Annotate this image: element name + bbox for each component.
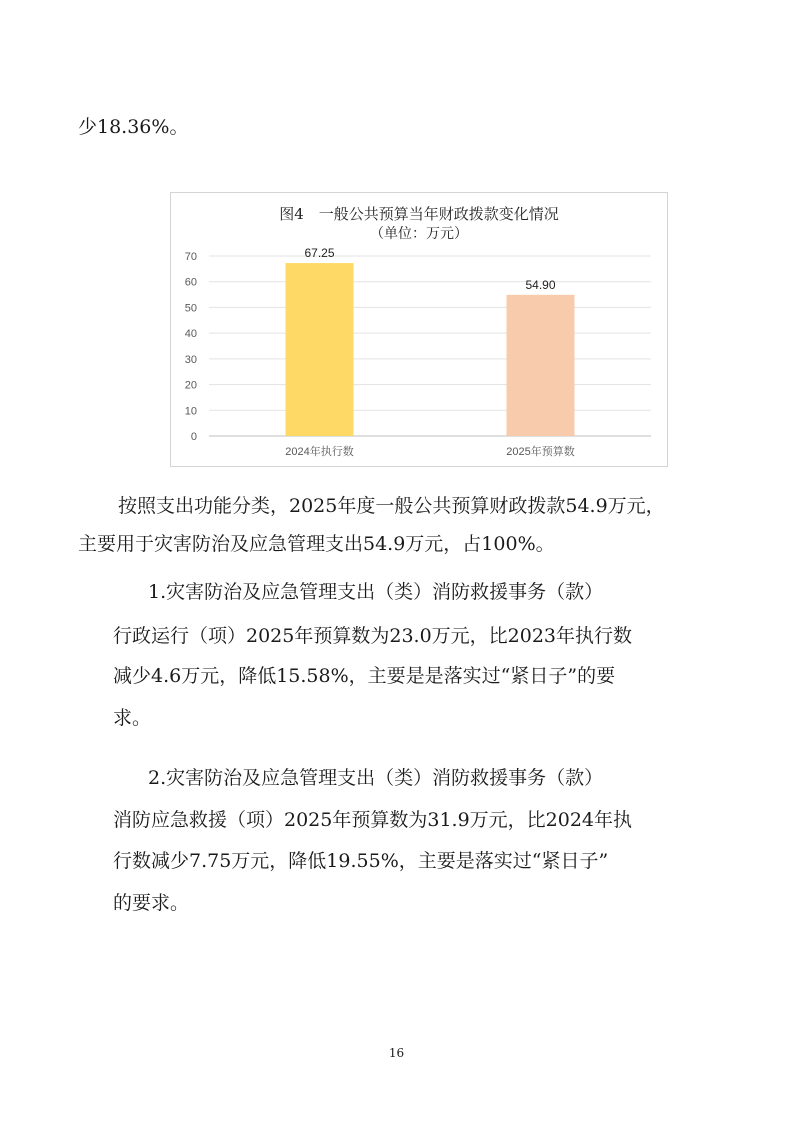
item2-line1: 2.灾害防治及应急管理支出（类）消防救援事务（款） <box>148 767 604 789</box>
item1-line2: 行政运行（项）2025年预算数为23.0万元，比2023年执行数 <box>113 625 633 647</box>
chart-title: 图4 一般公共预算当年财政拨款变化情况 <box>279 205 559 223</box>
y-tick-label: 30 <box>184 353 197 366</box>
page-number: 16 <box>388 1046 405 1060</box>
continuation-line: 少18.36%。 <box>78 116 189 138</box>
paragraph1-line2: 主要用于灾害防治及应急管理支出54.9万元，占100%。 <box>78 533 555 555</box>
item2-line2: 消防应急救援（项）2025年预算数为31.9万元，比2024年执 <box>113 809 633 831</box>
y-tick-label: 20 <box>184 379 197 392</box>
data-label: 67.25 <box>304 246 335 261</box>
y-tick-label: 70 <box>184 251 197 263</box>
bar-chart-svg <box>171 193 667 466</box>
chart-subtitle: （单位：万元） <box>370 226 468 242</box>
item1-line4: 求。 <box>113 707 152 729</box>
data-label: 54.90 <box>525 277 556 292</box>
item2-line3: 行数减少7.75万元，降低19.55%，主要是落实过“紧日子” <box>113 850 609 872</box>
budget-chart <box>170 192 668 467</box>
bar <box>507 295 575 436</box>
paragraph1-line1: 按照支出功能分类，2025年度一般公共预算财政拨款54.9万元， <box>118 495 665 517</box>
x-category-label: 2024年执行数 <box>285 446 354 458</box>
y-tick-label: 50 <box>184 302 197 315</box>
x-category-label: 2025年预算数 <box>506 446 575 458</box>
item1-line3: 减少4.6万元，降低15.58%，主要是是落实过“紧日子”的要 <box>113 665 616 687</box>
y-tick-label: 10 <box>184 405 197 418</box>
bar <box>286 263 354 436</box>
item2-line4: 的要求。 <box>113 892 190 914</box>
item1-line1: 1.灾害防治及应急管理支出（类）消防救援事务（款） <box>148 581 604 603</box>
y-tick-label: 40 <box>184 328 197 341</box>
y-tick-label: 0 <box>190 431 197 443</box>
y-tick-label: 60 <box>184 276 197 289</box>
